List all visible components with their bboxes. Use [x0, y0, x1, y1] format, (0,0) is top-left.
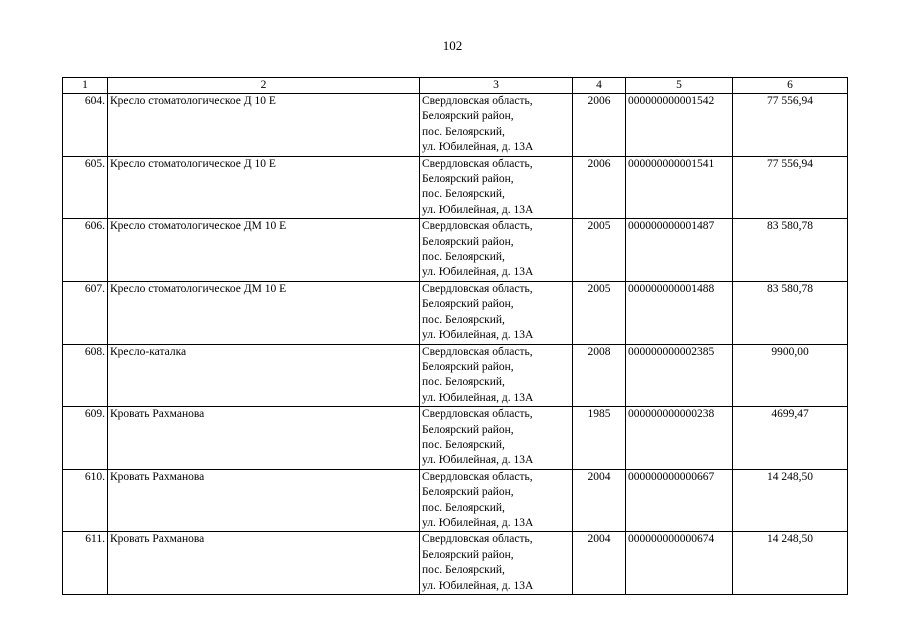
row-number-cell: 609.	[63, 407, 108, 470]
cost-cell: 4699,47	[733, 407, 848, 470]
address-cell	[420, 532, 573, 595]
inventory-number-cell: 000000000001488	[626, 281, 733, 344]
item-name-cell: Кровать Рахманова	[108, 469, 420, 532]
year-cell: 2006	[573, 94, 626, 157]
address-line: пос. Белоярский,	[422, 313, 505, 326]
address-line: пос. Белоярский,	[422, 188, 505, 201]
inventory-number-cell: 000000000000674	[626, 532, 733, 595]
address-line: ул. Юбилейная, д. 13А	[422, 141, 534, 154]
item-name-cell: Кровать Рахманова	[108, 532, 420, 595]
year-cell: 2004	[573, 469, 626, 532]
table-row	[63, 281, 848, 344]
address-line: пос. Белоярский,	[422, 438, 505, 451]
table-row	[63, 219, 848, 282]
address-line: ул. Юбилейная, д. 13А	[422, 454, 534, 467]
item-name-cell: Кресло стоматологическое ДМ 10 Е	[108, 219, 420, 282]
inventory-number-cell: 000000000001542	[626, 94, 733, 157]
column-header: 3	[420, 78, 573, 94]
column-header: 5	[626, 78, 733, 94]
address-line: ул. Юбилейная, д. 13А	[422, 266, 534, 279]
year-cell: 2005	[573, 219, 626, 282]
row-number-cell: 606.	[63, 219, 108, 282]
table-row	[63, 532, 848, 595]
property-table	[62, 77, 848, 595]
column-header: 4	[573, 78, 626, 94]
address-line: Белоярский район,	[422, 110, 514, 123]
address-line: ул. Юбилейная, д. 13А	[422, 203, 534, 216]
item-name-cell: Кровать Рахманова	[108, 407, 420, 470]
cost-cell: 77 556,94	[733, 94, 848, 157]
address-cell	[420, 407, 573, 470]
table-row	[63, 94, 848, 157]
address-line: Свердловская область,	[422, 470, 533, 483]
address-line: Белоярский район,	[422, 360, 514, 373]
cost-cell: 83 580,78	[733, 219, 848, 282]
row-number-cell: 611.	[63, 532, 108, 595]
address-line: ул. Юбилейная, д. 13А	[422, 516, 534, 529]
column-header: 6	[733, 78, 848, 94]
column-header: 1	[63, 78, 108, 94]
item-name-cell: Кресло стоматологическое ДМ 10 Е	[108, 281, 420, 344]
address-cell	[420, 469, 573, 532]
table-header-row	[63, 78, 848, 94]
address-line: Свердловская область,	[422, 157, 533, 170]
year-cell: 2006	[573, 156, 626, 219]
address-cell	[420, 219, 573, 282]
table-row	[63, 469, 848, 532]
address-line: пос. Белоярский,	[422, 125, 505, 138]
address-line: Белоярский район,	[422, 423, 514, 436]
year-cell: 1985	[573, 407, 626, 470]
address-cell	[420, 281, 573, 344]
page-number: 102	[442, 38, 463, 53]
address-line: ул. Юбилейная, д. 13А	[422, 329, 534, 342]
year-cell: 2008	[573, 344, 626, 407]
address-line: Свердловская область,	[422, 533, 533, 546]
address-cell	[420, 156, 573, 219]
address-line: ул. Юбилейная, д. 13А	[422, 391, 534, 404]
year-cell: 2005	[573, 281, 626, 344]
row-number-cell: 607.	[63, 281, 108, 344]
inventory-number-cell: 000000000000238	[626, 407, 733, 470]
address-line: Свердловская область,	[422, 282, 533, 295]
inventory-number-cell: 000000000002385	[626, 344, 733, 407]
item-name-cell: Кресло-каталка	[108, 344, 420, 407]
address-line: Белоярский район,	[422, 235, 514, 248]
cost-cell: 83 580,78	[733, 281, 848, 344]
address-line: пос. Белоярский,	[422, 376, 505, 389]
inventory-number-cell: 000000000001541	[626, 156, 733, 219]
address-line: пос. Белоярский,	[422, 251, 505, 264]
address-line: Белоярский район,	[422, 298, 514, 311]
table-row	[63, 407, 848, 470]
table-body	[63, 94, 848, 595]
row-number-cell: 610.	[63, 469, 108, 532]
address-line: Свердловская область,	[422, 345, 533, 358]
table-row	[63, 344, 848, 407]
address-line: Свердловская область,	[422, 95, 533, 107]
row-number-cell: 605.	[63, 156, 108, 219]
column-header: 2	[108, 78, 420, 94]
address-cell	[420, 344, 573, 407]
address-line: пос. Белоярский,	[422, 501, 505, 514]
item-name-cell: Кресло стоматологическое Д 10 Е	[108, 156, 420, 219]
address-line: Белоярский район,	[422, 548, 514, 561]
cost-cell: 77 556,94	[733, 156, 848, 219]
row-number-cell: 608.	[63, 344, 108, 407]
cost-cell: 9900,00	[733, 344, 848, 407]
year-cell: 2004	[573, 532, 626, 595]
address-line: Свердловская область,	[422, 408, 533, 421]
item-name-cell: Кресло стоматологическое Д 10 Е	[108, 94, 420, 157]
address-line: Белоярский район,	[422, 173, 514, 186]
cost-cell: 14 248,50	[733, 532, 848, 595]
cost-cell: 14 248,50	[733, 469, 848, 532]
address-line: Свердловская область,	[422, 220, 533, 233]
inventory-number-cell: 000000000001487	[626, 219, 733, 282]
address-line: пос. Белоярский,	[422, 564, 505, 577]
inventory-number-cell: 000000000000667	[626, 469, 733, 532]
address-line: Белоярский район,	[422, 486, 514, 499]
address-cell	[420, 94, 573, 157]
row-number-cell: 604.	[63, 94, 108, 157]
address-line: ул. Юбилейная, д. 13А	[422, 579, 534, 592]
table-row	[63, 156, 848, 219]
